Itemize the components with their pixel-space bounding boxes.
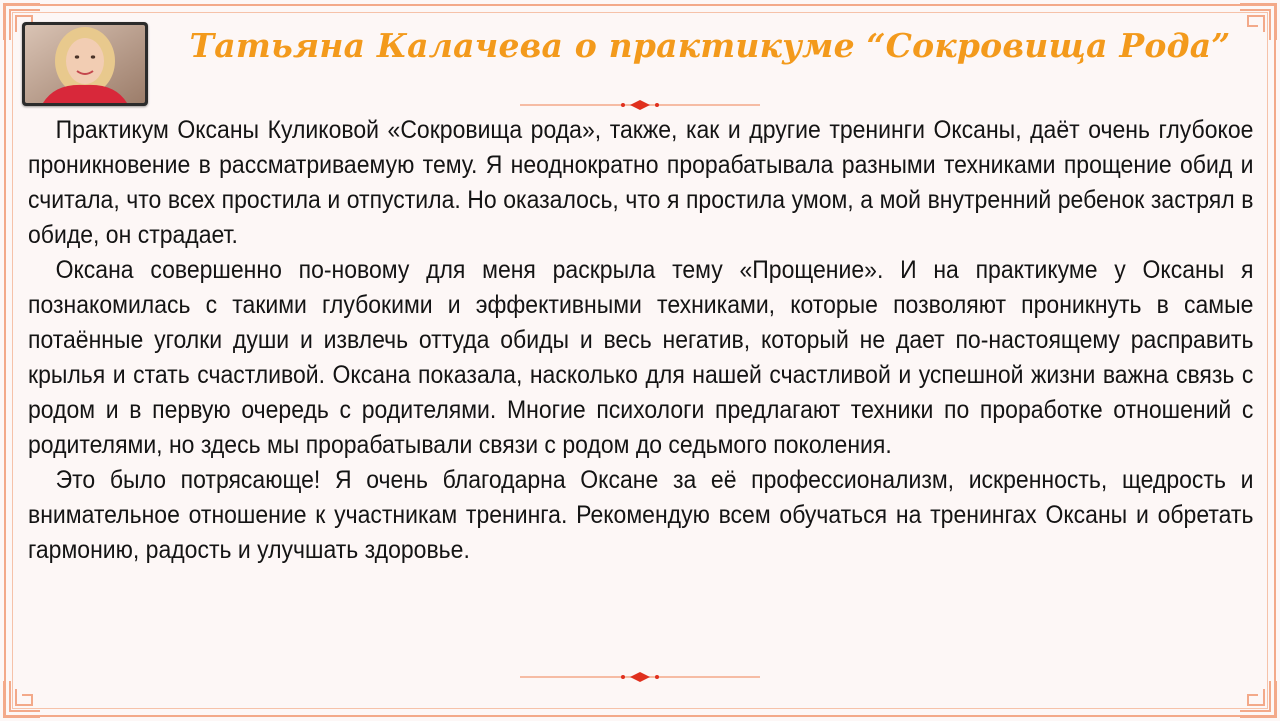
corner-ornament-bottom-left bbox=[2, 679, 42, 719]
portrait-photo-icon bbox=[25, 25, 145, 103]
avatar bbox=[22, 22, 148, 106]
bottom-divider bbox=[520, 672, 760, 682]
corner-ornament-bottom-right bbox=[1238, 679, 1278, 719]
page-title: Татьяна Калачева о практикуме “Сокровища Рода” bbox=[189, 26, 1231, 65]
testimonial-text bbox=[28, 113, 1253, 568]
title-divider bbox=[520, 100, 760, 110]
paragraph-2: Оксана совершенно по-новому для меня раскрыла тему «Прощение». И на практикуме у Оксаны я познакомилась с такими глубокими и эффективными техниками, которые позволяют проникнуть в самые потаённые уголки души и извлечь оттуда обиды и весь негатив, который не дает по-настоящему расправить крылья и стать счастливой. Оксана показала, насколько для нашей счастливой и успешной жизни важна связь с родом и в первую очередь с родителями. Многие психологи предлагают техники по проработке отношений с родителями, но здесь мы прорабатывали связи с родом до седьмого поколения. bbox=[28, 256, 1254, 459]
paragraph-3: Это было потрясающе! Я очень благодарна Оксане за её профессионализм, искренность, щедрость и внимательное отношение к участникам тренинга. Рекомендую всем обучаться на тренингах Оксаны и обретать гармонию, радость и улучшать здоровье. bbox=[28, 466, 1254, 564]
paragraph-1: Практикум Оксаны Куликовой «Сокровища рода», также, как и другие тренинги Оксаны, даёт очень глубокое проникновение в рассматриваемую тему. Я неоднократно прорабатывала разными техниками прощение обид и считала, что всех простила и отпустила. Но оказалось, что я простила умом, а мой внутренний ребенок застрял в обиде, он страдает. bbox=[28, 116, 1254, 249]
